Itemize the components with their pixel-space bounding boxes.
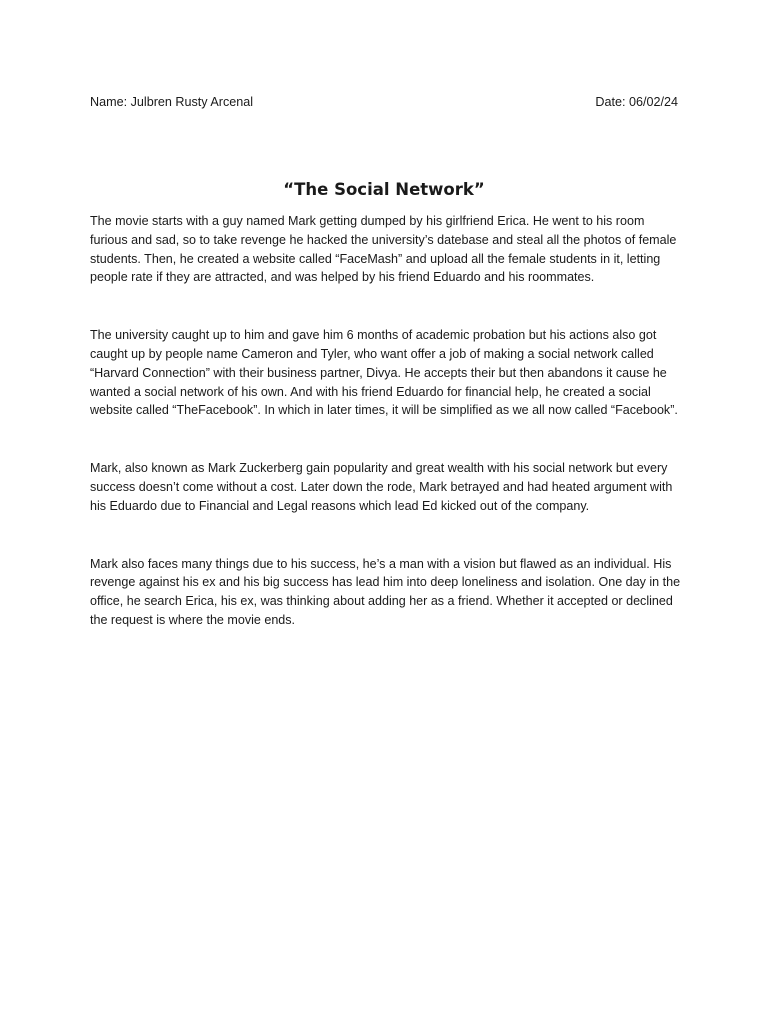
header-row [90, 93, 678, 111]
paragraph-3: Mark, also known as Mark Zuckerberg gain popularity and great wealth with his social network but every success doesn’t come without a cost. Later down the rode, Mark betrayed and had heated argument with his Eduardo due to Financial and Legal reasons which lead Ed kicked out of the company. [90, 461, 673, 513]
document-body [90, 212, 682, 669]
paragraph-4: Mark also faces many things due to his success, he’s a man with a vision but flawed as an individual. His revenge against his ex and his big success has lead him into deep loneliness and isolation. One day in the office, he search Erica, his ex, was thinking about adding her as a friend. Whether it accepted or declined the request is where the movie ends. [90, 556, 681, 627]
student-name: Name: Julbren Rusty Arcenal [90, 95, 254, 109]
document-date: Date: 06/02/24 [595, 95, 678, 109]
document-title: “The Social Network” [283, 180, 485, 199]
paragraph-2: The university caught up to him and gave him 6 months of academic probation but his actions also got caught up by people name Cameron and Tyler, who want offer a job of making a social network called “Harvard Connection” with their business partner, Divya. He accepts their but then abandons it cause he wanted a social network of his own. And with his friend Eduardo for financial help, he created a social website called “TheFacebook”. In which in later times, it will be simplified as we all now called “Facebook”. [90, 328, 678, 418]
paragraph-1: The movie starts with a guy named Mark getting dumped by his girlfriend Erica. He went to his room furious and sad, so to take revenge he hacked the university’s datebase and steal all the photos of female students. Then, he created a website called “FaceMash” and upload all the female students in it, letting people rate if they are attracted, and was helped by his friend Eduardo and his roommates. [90, 214, 677, 285]
